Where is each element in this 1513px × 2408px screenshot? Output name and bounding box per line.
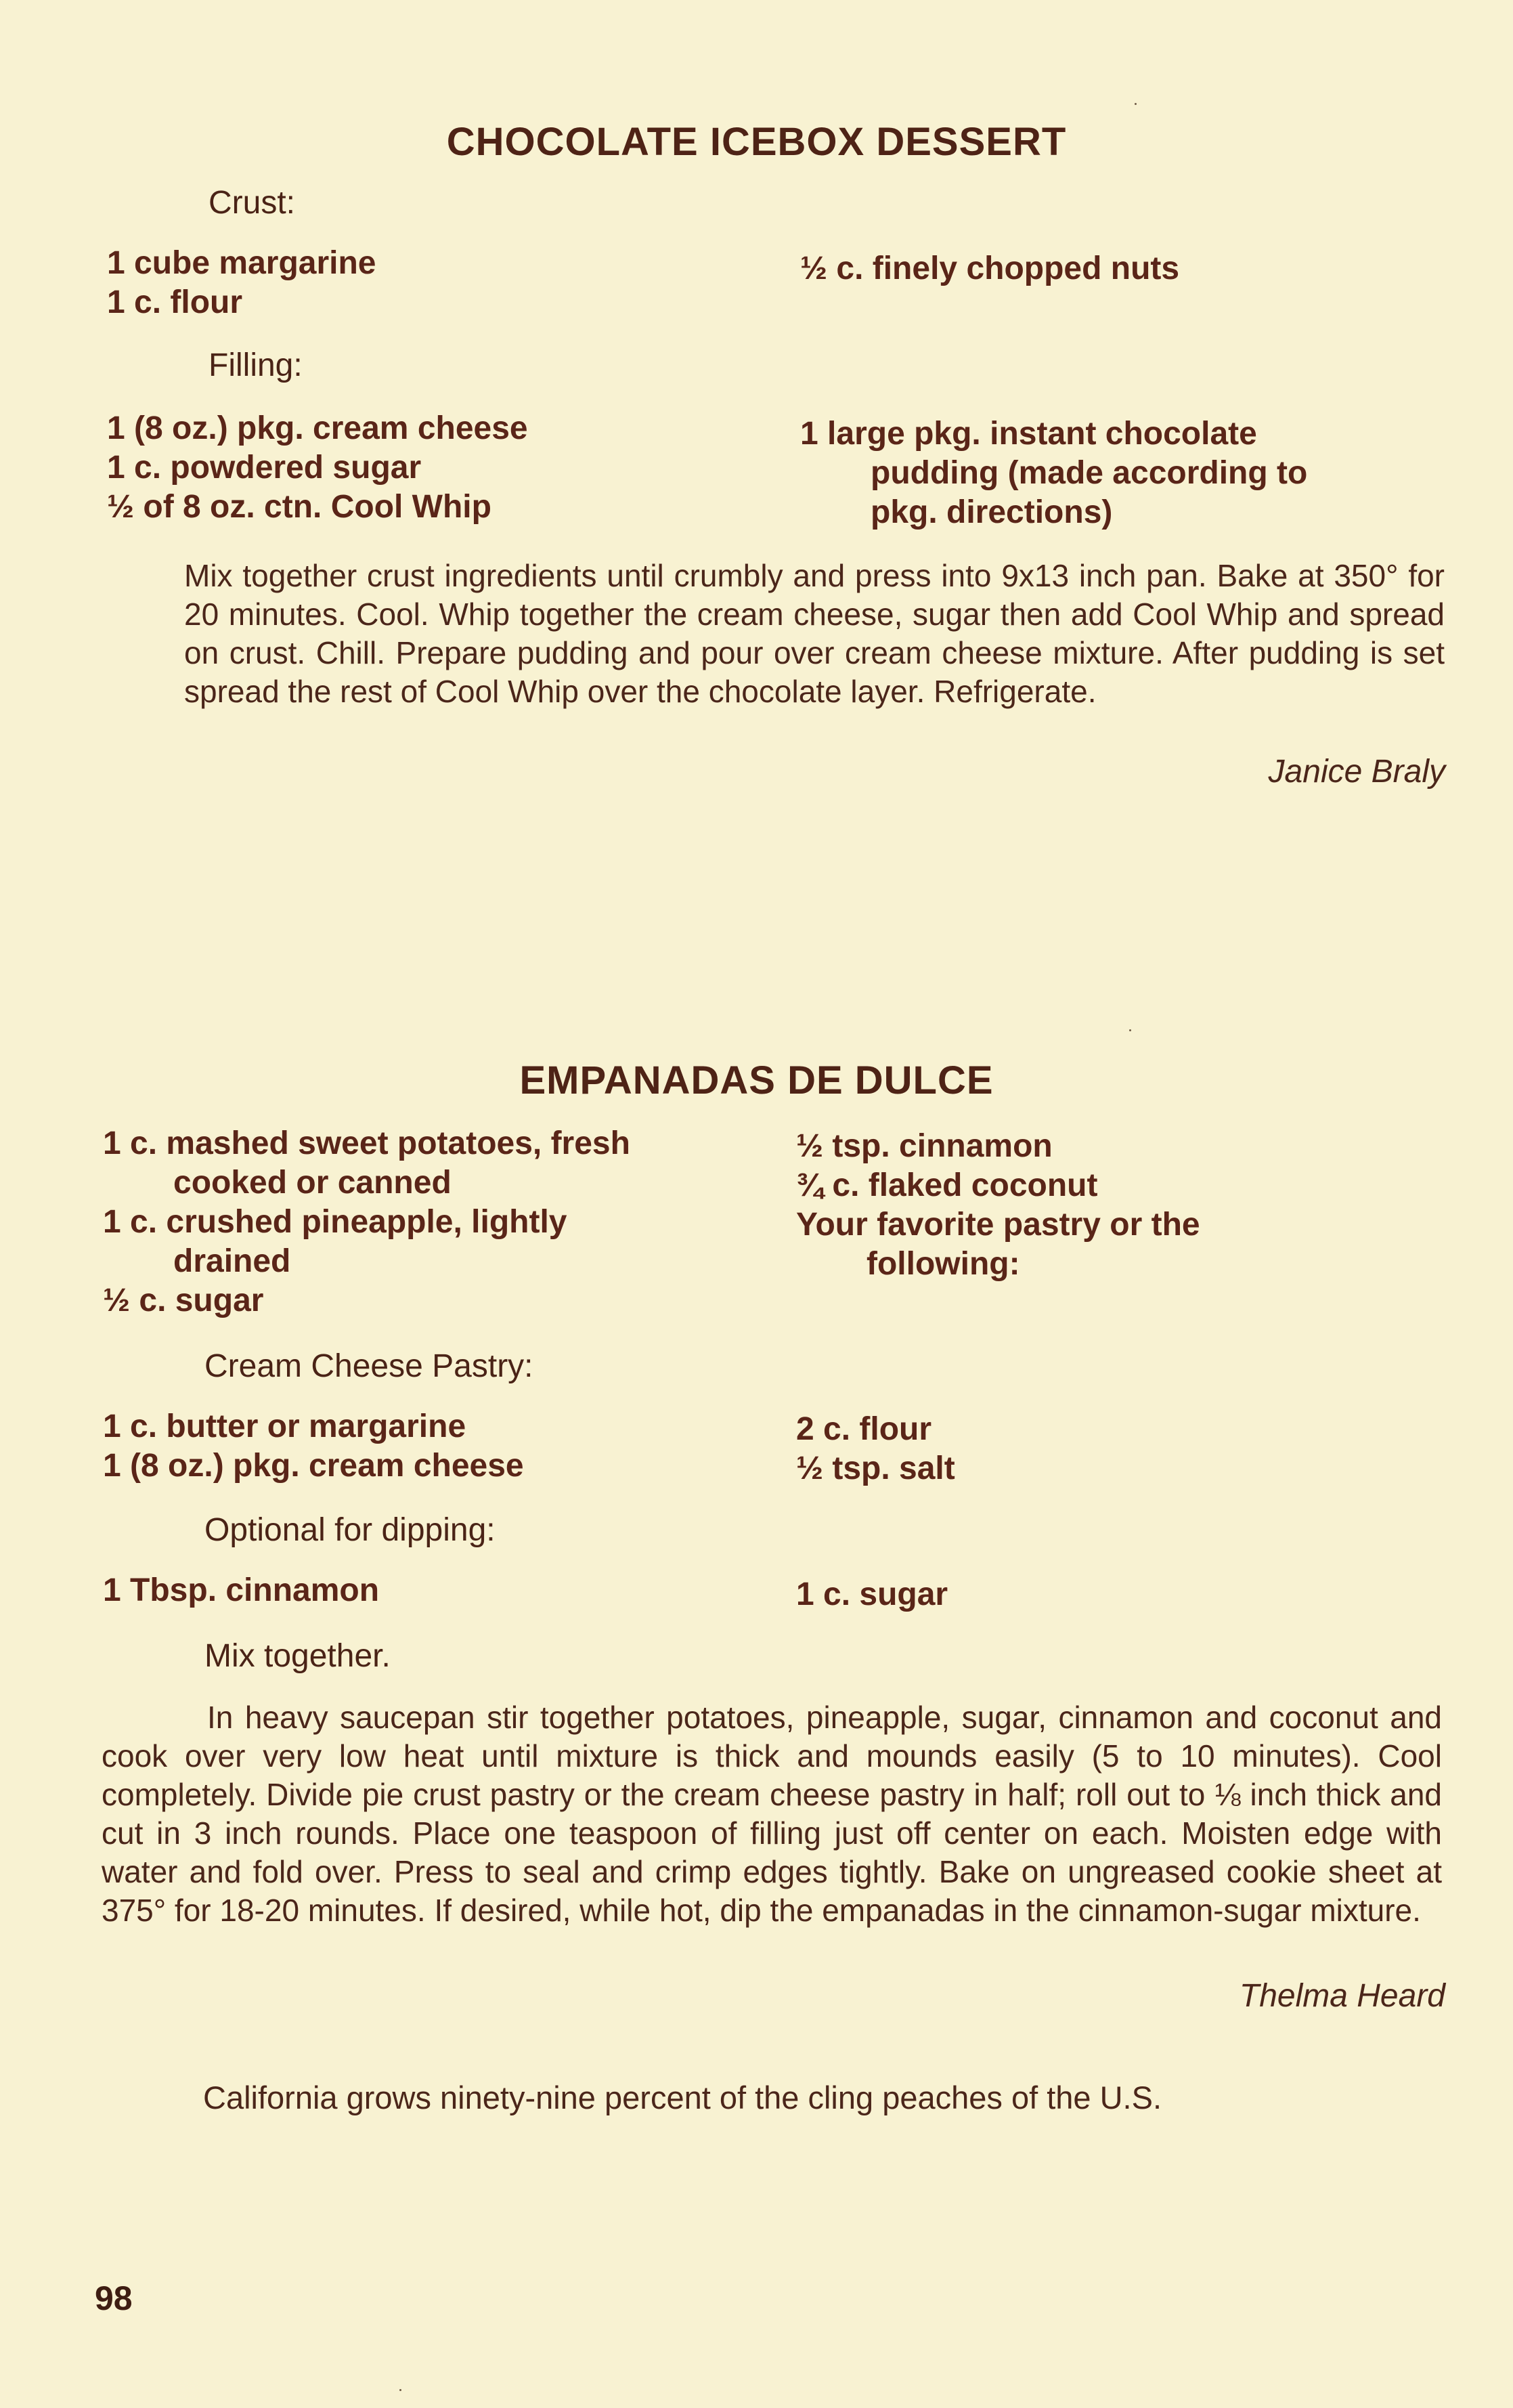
ingredient-continued: pudding (made according to bbox=[871, 455, 1308, 491]
paper-speck bbox=[399, 2389, 401, 2391]
ingredient: ½ of 8 oz. ctn. Cool Whip bbox=[107, 489, 491, 525]
ingredient: 1 c. powdered sugar bbox=[107, 450, 422, 486]
crust-ingredients-left bbox=[107, 244, 376, 322]
mix-note: Mix together. bbox=[204, 1638, 391, 1674]
ingredient: ¾ c. flaked coconut bbox=[796, 1167, 1098, 1203]
paper-speck bbox=[1129, 1029, 1131, 1031]
ingredient-continued: pkg. directions) bbox=[871, 494, 1113, 530]
ingredient: 1 c. crushed pineapple, lightly bbox=[103, 1204, 567, 1240]
ingredient: 1 (8 oz.) pkg. cream cheese bbox=[107, 410, 528, 446]
ingredient: 1 c. mashed sweet potatoes, fresh bbox=[103, 1125, 630, 1161]
page-number: 98 bbox=[95, 2279, 133, 2317]
paper-speck bbox=[1135, 103, 1137, 105]
filling-ingredients-left bbox=[107, 409, 528, 527]
ingredient: ½ tsp. cinnamon bbox=[796, 1128, 1053, 1164]
ingredient: 1 cube margarine bbox=[107, 245, 376, 281]
directions bbox=[102, 1698, 1442, 1930]
ingredient-continued: following: bbox=[867, 1246, 1020, 1282]
pastry-label: Cream Cheese Pastry: bbox=[204, 1348, 533, 1384]
directions bbox=[184, 557, 1445, 711]
ingredient: 2 c. flour bbox=[796, 1411, 932, 1447]
ingredient: ½ c. sugar bbox=[103, 1283, 264, 1318]
recipe-title: CHOCOLATE ICEBOX DESSERT bbox=[446, 120, 1067, 164]
ingredient: ½ c. finely chopped nuts bbox=[800, 251, 1180, 286]
directions-text: Mix together crust ingredients until crumbly and press into 9x13 inch pan. Bake at 350° for 20 minutes. Cool. Whip together the cream cheese, sugar then add Cool Whip and spread on crust. Chill. Prepare pudding and pour over cream cheese mixture. After pudding is set spread the rest of Cool Whip over the chocolate layer. Refrigerate. bbox=[184, 558, 1445, 709]
crust-ingredients-right bbox=[800, 249, 1179, 288]
author: Janice Braly bbox=[1268, 754, 1445, 790]
ingredient: 1 c. sugar bbox=[796, 1576, 948, 1612]
ingredient: 1 (8 oz.) pkg. cream cheese bbox=[103, 1448, 524, 1484]
dipping-ingredient-right bbox=[796, 1575, 948, 1614]
ingredients-right bbox=[796, 1127, 1200, 1284]
ingredient: ½ tsp. salt bbox=[796, 1450, 955, 1486]
fact-note: California grows ninety-nine percent of the cling peaches of the U.S. bbox=[203, 2080, 1162, 2115]
ingredient: Your favorite pastry or the bbox=[796, 1207, 1200, 1243]
ingredients-left bbox=[103, 1124, 630, 1320]
directions-text: In heavy saucepan stir together potatoes, pineapple, sugar, cinnamon and coconut and cook over very low heat until mixture is thick and mounds easily (5 to 10 minutes). Cool completely. Divide pie crust pastry or the cream cheese pastry in half; roll out to ⅛ inch thick and cut in 3 inch rounds. Place one teaspoon of filling just off center on each. Moisten edge with water and fold over. Press to seal and crimp edges tightly. Bake on ungreased cookie sheet at 375° for 18-20 minutes. If desired, while hot, dip the empanadas in the cinnamon-sugar mixture. bbox=[102, 1700, 1442, 1928]
dipping-ingredient-left bbox=[103, 1571, 379, 1610]
recipe-title: EMPANADAS DE DULCE bbox=[519, 1058, 994, 1102]
dipping-label: Optional for dipping: bbox=[204, 1512, 496, 1548]
crust-label: Crust: bbox=[209, 185, 296, 221]
ingredient-continued: cooked or canned bbox=[173, 1165, 452, 1201]
ingredient-continued: drained bbox=[173, 1243, 291, 1279]
filling-label: Filling: bbox=[209, 347, 303, 383]
ingredient: 1 large pkg. instant chocolate bbox=[800, 416, 1257, 452]
pastry-ingredients-right bbox=[796, 1410, 955, 1488]
ingredient: 1 Tbsp. cinnamon bbox=[103, 1572, 380, 1608]
ingredient: 1 c. butter or margarine bbox=[103, 1409, 466, 1444]
filling-ingredients-right bbox=[800, 414, 1307, 532]
author: Thelma Heard bbox=[1239, 1978, 1445, 2014]
ingredient: 1 c. flour bbox=[107, 284, 243, 320]
pastry-ingredients-left bbox=[103, 1407, 524, 1486]
